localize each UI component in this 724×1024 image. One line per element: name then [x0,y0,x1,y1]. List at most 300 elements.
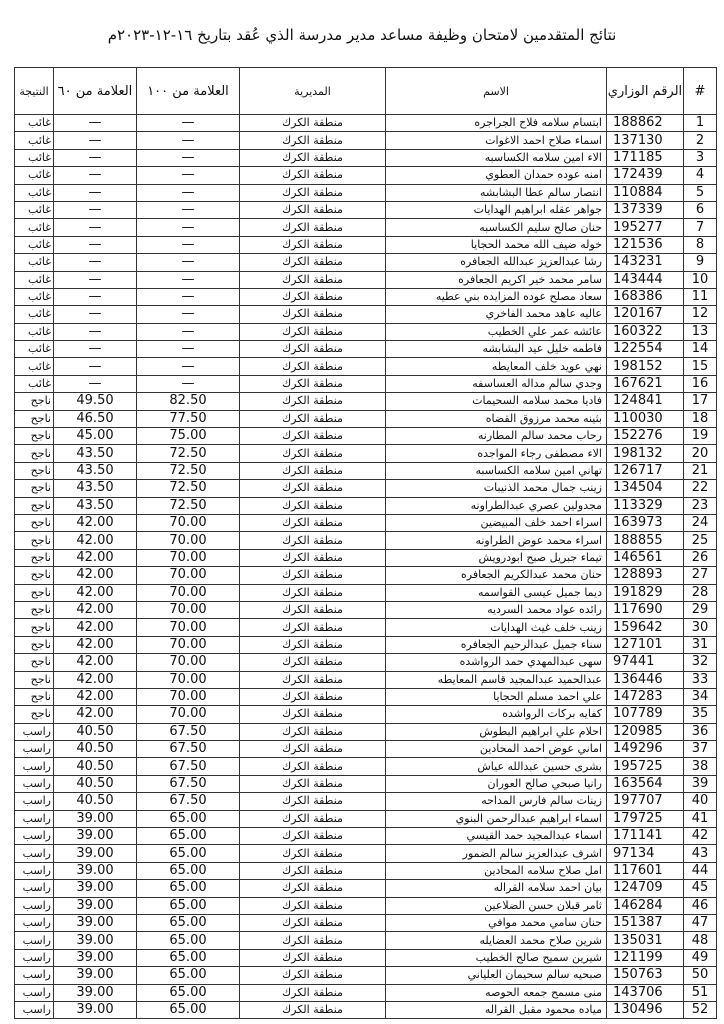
score-out-of-60: 42.00 [54,688,137,705]
directorate: منطقة الكرك [240,480,386,497]
score-out-of-60: 39.00 [54,845,137,862]
score-out-of-100: 65.00 [137,1001,240,1018]
directorate: منطقة الكرك [240,810,386,827]
table-row [15,862,717,879]
directorate: منطقة الكرك [240,149,386,166]
score-out-of-60: 40.50 [54,793,137,810]
score-out-of-60: — [54,184,137,201]
score-out-of-100: 72.50 [137,497,240,514]
candidate-name: حنان محمد عبدالكريم الجعافره [386,567,607,584]
candidate-name: عاليه عاهد محمد الفاخري [386,306,607,323]
result: ناجح [15,688,54,705]
directorate: منطقة الكرك [240,115,386,132]
result: راسب [15,897,54,914]
national-id: 147283 [607,688,684,705]
row-number: 6 [684,201,717,218]
score-out-of-100: — [137,132,240,149]
row-number: 11 [684,288,717,305]
candidate-name: وجدي سالم مداله العساسفه [386,375,607,392]
candidate-name: تهاني امين سلامه الكساسبه [386,462,607,479]
result: ناجح [15,601,54,618]
score-out-of-100: 65.00 [137,810,240,827]
row-number: 12 [684,306,717,323]
result: غائب [15,306,54,323]
result: ناجح [15,480,54,497]
col-header-number: # [684,68,717,115]
result: غائب [15,254,54,271]
result: غائب [15,149,54,166]
candidate-name: فاطمه خليل عيد البشابشه [386,341,607,358]
candidate-name: عائشه عمر علي الخطيب [386,323,607,340]
score-out-of-60: 42.00 [54,706,137,723]
score-out-of-60: 43.50 [54,497,137,514]
directorate: منطقة الكرك [240,914,386,931]
directorate: منطقة الكرك [240,462,386,479]
national-id: 120167 [607,306,684,323]
score-out-of-60: — [54,254,137,271]
directorate: منطقة الكرك [240,445,386,462]
result: ناجح [15,445,54,462]
result: ناجح [15,636,54,653]
score-out-of-100: 70.00 [137,654,240,671]
directorate: منطقة الكرك [240,201,386,218]
national-id: 143444 [607,271,684,288]
score-out-of-100: 70.00 [137,619,240,636]
row-number: 35 [684,706,717,723]
row-number: 32 [684,654,717,671]
score-out-of-100: 70.00 [137,706,240,723]
result: غائب [15,375,54,392]
score-out-of-100: 70.00 [137,532,240,549]
directorate: منطقة الكرك [240,967,386,984]
candidate-name: عبدالحميد عبدالمجيد قاسم المعايطه [386,671,607,688]
col-header-result: النتيجة [15,68,54,115]
header-row [15,68,717,115]
score-out-of-100: — [137,306,240,323]
score-out-of-100: — [137,341,240,358]
candidate-name: فاديا محمد سلامه السحيمات [386,393,607,410]
table-row [15,758,717,775]
score-out-of-60: 40.50 [54,741,137,758]
result: ناجح [15,462,54,479]
table-row [15,375,717,392]
candidate-name: الاء امين سلامه الكساسبه [386,149,607,166]
score-out-of-100: 67.50 [137,741,240,758]
directorate: منطقة الكرك [240,567,386,584]
directorate: منطقة الكرك [240,741,386,758]
candidate-name: رانيا صبحي صالح العوران [386,775,607,792]
candidate-name: الاء مصطفى رجاء المواجده [386,445,607,462]
score-out-of-60: 39.00 [54,932,137,949]
national-id: 120985 [607,723,684,740]
national-id: 97441 [607,654,684,671]
score-out-of-100: — [137,271,240,288]
directorate: منطقة الكرك [240,271,386,288]
table-row [15,132,717,149]
national-id: 150763 [607,967,684,984]
directorate: منطقة الكرك [240,184,386,201]
score-out-of-100: 77.50 [137,410,240,427]
table-row [15,532,717,549]
national-id: 188862 [607,115,684,132]
row-number: 28 [684,584,717,601]
table-row [15,149,717,166]
directorate: منطقة الكرك [240,219,386,236]
score-out-of-60: 42.00 [54,636,137,653]
result: غائب [15,132,54,149]
score-out-of-100: 65.00 [137,932,240,949]
table-row [15,636,717,653]
table-row [15,775,717,792]
directorate: منطقة الكرك [240,775,386,792]
score-out-of-60: 39.00 [54,967,137,984]
score-out-of-60: 39.00 [54,828,137,845]
national-id: 143231 [607,254,684,271]
table-row [15,410,717,427]
row-number: 43 [684,845,717,862]
directorate: منطقة الكرك [240,688,386,705]
score-out-of-100: 72.50 [137,445,240,462]
directorate: منطقة الكرك [240,671,386,688]
score-out-of-100: — [137,375,240,392]
directorate: منطقة الكرك [240,880,386,897]
national-id: 130496 [607,1001,684,1018]
row-number: 31 [684,636,717,653]
result: غائب [15,236,54,253]
result: غائب [15,358,54,375]
directorate: منطقة الكرك [240,497,386,514]
national-id: 128893 [607,567,684,584]
row-number: 34 [684,688,717,705]
national-id: 124841 [607,393,684,410]
directorate: منطقة الكرك [240,375,386,392]
national-id: 113329 [607,497,684,514]
row-number: 36 [684,723,717,740]
row-number: 51 [684,984,717,1001]
score-out-of-60: — [54,306,137,323]
table-row [15,706,717,723]
national-id: 121199 [607,949,684,966]
score-out-of-60: 43.50 [54,462,137,479]
table-row [15,549,717,566]
score-out-of-60: 43.50 [54,480,137,497]
table-row [15,254,717,271]
result: راسب [15,793,54,810]
score-out-of-100: 65.00 [137,880,240,897]
score-out-of-100: 65.00 [137,897,240,914]
national-id: 195277 [607,219,684,236]
row-number: 18 [684,410,717,427]
score-out-of-60: 46.50 [54,410,137,427]
candidate-name: ديما جميل عيسى القواسمه [386,584,607,601]
row-number: 50 [684,967,717,984]
directorate: منطقة الكرك [240,393,386,410]
candidate-name: سامر محمد خير اكريم الجعافره [386,271,607,288]
candidate-name: سهى عبدالمهدي حمد الرواشده [386,654,607,671]
national-id: 198132 [607,445,684,462]
candidate-name: اسماء عبدالمجيد حمد القيسي [386,828,607,845]
national-id: 110884 [607,184,684,201]
result: راسب [15,949,54,966]
score-out-of-60: 45.00 [54,428,137,445]
row-number: 5 [684,184,717,201]
table-row [15,288,717,305]
score-out-of-60: — [54,288,137,305]
table-header [15,68,717,115]
result: راسب [15,810,54,827]
page-title: نتائج المتقدمين لامتحان وظيفة مساعد مدير مدرسة الذي عُقد بتاريخ ١٦-١٢-٢٠٢٣م [107,26,617,44]
result: راسب [15,984,54,1001]
table-row [15,741,717,758]
score-out-of-100: — [137,358,240,375]
score-out-of-100: 65.00 [137,914,240,931]
row-number: 10 [684,271,717,288]
result: راسب [15,862,54,879]
score-out-of-60: 40.50 [54,775,137,792]
score-out-of-60: 43.50 [54,445,137,462]
score-out-of-100: — [137,288,240,305]
score-out-of-100: 65.00 [137,862,240,879]
row-number: 14 [684,341,717,358]
candidate-name: ثامر قبلان حسن الضلاعين [386,897,607,914]
row-number: 39 [684,775,717,792]
row-number: 46 [684,897,717,914]
score-out-of-100: 70.00 [137,567,240,584]
candidate-name: حنان صالح سليم الكساسبه [386,219,607,236]
result: ناجح [15,532,54,549]
row-number: 3 [684,149,717,166]
result: ناجح [15,706,54,723]
row-number: 20 [684,445,717,462]
candidate-name: زينات سالم فارس المداحه [386,793,607,810]
national-id: 198152 [607,358,684,375]
national-id: 179725 [607,810,684,827]
directorate: منطقة الكرك [240,862,386,879]
result: غائب [15,115,54,132]
national-id: 146561 [607,549,684,566]
col-header-name: الاسم [386,68,607,115]
table-row [15,723,717,740]
table-row [15,201,717,218]
results-table [14,67,717,1019]
table-row [15,880,717,897]
result: راسب [15,845,54,862]
national-id: 127101 [607,636,684,653]
result: ناجح [15,410,54,427]
score-out-of-100: — [137,254,240,271]
score-out-of-60: 39.00 [54,810,137,827]
candidate-name: زينب جمال محمد الذنيبات [386,480,607,497]
score-out-of-100: 70.00 [137,671,240,688]
row-number: 52 [684,1001,717,1018]
score-out-of-60: — [54,132,137,149]
row-number: 49 [684,949,717,966]
table-row [15,654,717,671]
result: ناجح [15,619,54,636]
result: ناجح [15,567,54,584]
score-out-of-100: — [137,149,240,166]
row-number: 38 [684,758,717,775]
directorate: منطقة الكرك [240,254,386,271]
result: ناجح [15,428,54,445]
candidate-name: رائده عواد محمد السرديه [386,601,607,618]
table-row [15,323,717,340]
candidate-name: نهي عويد خلف المعايطه [386,358,607,375]
national-id: 188855 [607,532,684,549]
row-number: 19 [684,428,717,445]
result: غائب [15,184,54,201]
candidate-name: بثينه محمد مرزوق القضاه [386,410,607,427]
directorate: منطقة الكرك [240,410,386,427]
table-row [15,949,717,966]
row-number: 26 [684,549,717,566]
row-number: 40 [684,793,717,810]
national-id: 152276 [607,428,684,445]
score-out-of-60: 39.00 [54,914,137,931]
candidate-name: اماني عوض احمد المحادين [386,741,607,758]
row-number: 21 [684,462,717,479]
candidate-name: علي احمد مسلم الحجايا [386,688,607,705]
score-out-of-60: — [54,115,137,132]
national-id: 159642 [607,619,684,636]
result: راسب [15,932,54,949]
score-out-of-60: — [54,323,137,340]
table-body [15,115,717,1019]
table-row [15,845,717,862]
row-number: 8 [684,236,717,253]
score-out-of-60: 42.00 [54,567,137,584]
score-out-of-100: 67.50 [137,758,240,775]
national-id: 110030 [607,410,684,427]
national-id: 124709 [607,880,684,897]
score-out-of-100: — [137,236,240,253]
row-number: 25 [684,532,717,549]
national-id: 126717 [607,462,684,479]
table-row [15,601,717,618]
candidate-name: اسراء احمد خلف المبيضين [386,514,607,531]
score-out-of-60: — [54,149,137,166]
score-out-of-100: — [137,167,240,184]
score-out-of-60: 42.00 [54,549,137,566]
directorate: منطقة الكرك [240,984,386,1001]
score-out-of-60: — [54,236,137,253]
row-number: 45 [684,880,717,897]
national-id: 168386 [607,288,684,305]
national-id: 136446 [607,671,684,688]
national-id: 191829 [607,584,684,601]
national-id: 171185 [607,149,684,166]
candidate-name: امل صلاح سلامه المحادين [386,862,607,879]
row-number: 44 [684,862,717,879]
national-id: 163564 [607,775,684,792]
candidate-name: مجدولين عصري عبدالطراونه [386,497,607,514]
score-out-of-100: 70.00 [137,584,240,601]
result: راسب [15,828,54,845]
result: راسب [15,1001,54,1018]
row-number: 33 [684,671,717,688]
row-number: 37 [684,741,717,758]
score-out-of-60: — [54,341,137,358]
directorate: منطقة الكرك [240,949,386,966]
table-row [15,967,717,984]
score-out-of-100: — [137,201,240,218]
directorate: منطقة الكرك [240,514,386,531]
national-id: 121536 [607,236,684,253]
score-out-of-60: 42.00 [54,532,137,549]
directorate: منطقة الكرك [240,897,386,914]
directorate: منطقة الكرك [240,532,386,549]
score-out-of-100: 72.50 [137,480,240,497]
score-out-of-60: 40.50 [54,723,137,740]
directorate: منطقة الكرك [240,358,386,375]
table-row [15,688,717,705]
directorate: منطقة الكرك [240,584,386,601]
national-id: 146284 [607,897,684,914]
table-row [15,497,717,514]
score-out-of-100: 70.00 [137,549,240,566]
row-number: 16 [684,375,717,392]
candidate-name: احلام علي ابراهيم البطوش [386,723,607,740]
national-id: 143706 [607,984,684,1001]
score-out-of-100: — [137,323,240,340]
result: راسب [15,775,54,792]
candidate-name: شرين صلاح محمد العضايله [386,932,607,949]
directorate: منطقة الكرك [240,236,386,253]
score-out-of-100: 67.50 [137,723,240,740]
directorate: منطقة الكرك [240,845,386,862]
candidate-name: مياده محمود مقبل القراله [386,1001,607,1018]
row-number: 27 [684,567,717,584]
result: غائب [15,271,54,288]
candidate-name: ابتسام سلامه فلاح الجراجره [386,115,607,132]
national-id: 97134 [607,845,684,862]
table-row [15,828,717,845]
result: ناجح [15,393,54,410]
row-number: 17 [684,393,717,410]
national-id: 160322 [607,323,684,340]
candidate-name: منى مسمح جمعه الحوصه [386,984,607,1001]
score-out-of-60: 39.00 [54,880,137,897]
table-row [15,306,717,323]
directorate: منطقة الكرك [240,167,386,184]
score-out-of-60: 39.00 [54,1001,137,1018]
row-number: 29 [684,601,717,618]
candidate-name: انتصار سالم عطا البشابشه [386,184,607,201]
result: راسب [15,880,54,897]
table-row [15,619,717,636]
directorate: منطقة الكرك [240,706,386,723]
score-out-of-100: — [137,184,240,201]
directorate: منطقة الكرك [240,793,386,810]
row-number: 4 [684,167,717,184]
candidate-name: اشرف عبدالعزيز سالم الضمور [386,845,607,862]
directorate: منطقة الكرك [240,828,386,845]
score-out-of-60: 39.00 [54,897,137,914]
row-number: 41 [684,810,717,827]
score-out-of-60: 39.00 [54,862,137,879]
score-out-of-100: 65.00 [137,984,240,1001]
candidate-name: سناء جميل عبدالرحيم الجعافره [386,636,607,653]
candidate-name: صبحيه سالم سحيمان العلياني [386,967,607,984]
result: ناجح [15,497,54,514]
result: ناجح [15,671,54,688]
result: راسب [15,758,54,775]
directorate: منطقة الكرك [240,723,386,740]
national-id: 134504 [607,480,684,497]
score-out-of-60: 42.00 [54,654,137,671]
directorate: منطقة الكرك [240,306,386,323]
candidate-name: امنه عوده حمدان العطوي [386,167,607,184]
